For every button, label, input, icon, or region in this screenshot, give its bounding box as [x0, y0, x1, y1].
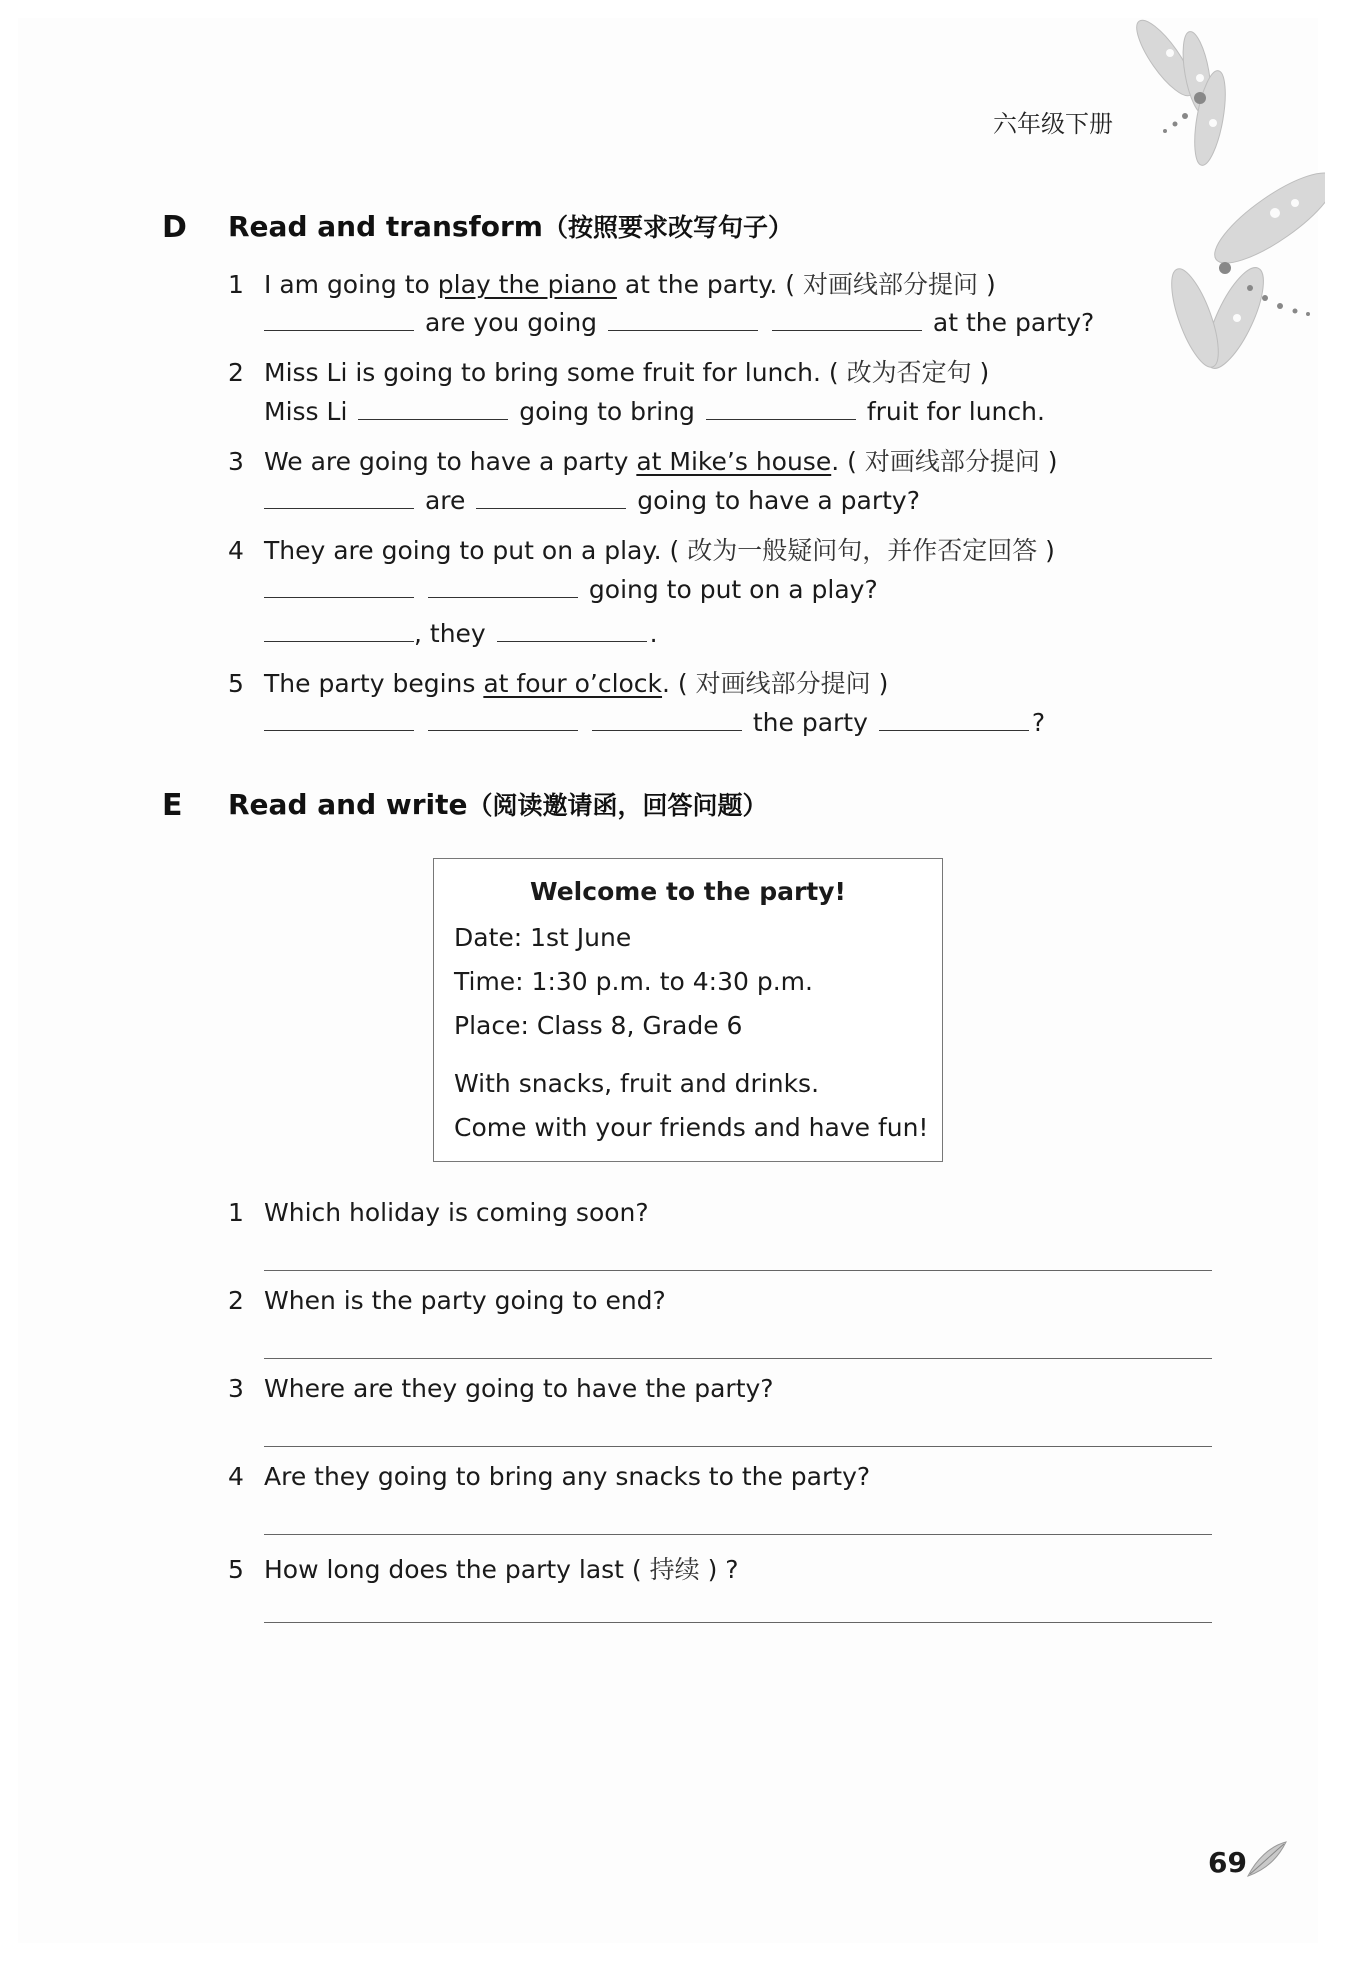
d-answer-5	[264, 708, 1045, 737]
sentence-text: )	[979, 358, 990, 387]
item-number: 5	[228, 1555, 244, 1584]
underlined-phrase: at Mike’s house	[636, 447, 832, 476]
e-question-1	[228, 1198, 649, 1227]
question-text: Are they going to bring any snacks to the party?	[264, 1462, 871, 1491]
invitation-place: Place: Class 8, Grade 6	[454, 1011, 743, 1040]
d-item-5	[228, 664, 888, 700]
underlined-phrase: at four o’clock	[483, 669, 663, 698]
answer-blank[interactable]	[706, 397, 856, 420]
answer-blank[interactable]	[428, 708, 578, 731]
d-item-4	[228, 531, 1055, 567]
answer-blank[interactable]	[879, 708, 1029, 731]
answer-text: are you going	[424, 308, 598, 337]
answer-text: .	[649, 619, 658, 648]
sentence-text: at the party. (	[616, 270, 796, 299]
instruction-note: 改为一般疑问句，并作否定回答	[679, 536, 1046, 565]
section-d-title	[228, 208, 793, 244]
e-question-5	[228, 1550, 739, 1586]
e-question-3	[228, 1374, 774, 1403]
page-number: 69	[1208, 1846, 1247, 1879]
leaf-icon	[1246, 1840, 1288, 1880]
answer-line[interactable]	[264, 1534, 1212, 1535]
answer-blank[interactable]	[264, 619, 414, 642]
book-label: 六年级下册	[993, 110, 1113, 138]
sentence-text: )	[1047, 447, 1058, 476]
answer-blank[interactable]	[592, 708, 742, 731]
answer-text: Miss Li	[264, 397, 348, 426]
answer-blank[interactable]	[772, 308, 922, 331]
answer-blank[interactable]	[358, 397, 508, 420]
section-d-letter: D	[162, 210, 187, 245]
answer-text: ?	[1031, 708, 1046, 737]
question-text: How long does the party last (	[264, 1555, 642, 1584]
d-answer-4a	[264, 575, 878, 604]
e-question-2	[228, 1286, 666, 1315]
sentence-text: Miss Li is going to bring some fruit for lunch. (	[264, 358, 839, 387]
answer-blank[interactable]	[428, 575, 578, 598]
item-number: 4	[228, 536, 244, 565]
d-item-2	[228, 353, 989, 389]
item-number: 1	[228, 1198, 244, 1227]
answer-text: going to bring	[519, 397, 695, 426]
invitation-line-1: With snacks, fruit and drinks.	[454, 1069, 820, 1098]
sentence-text: )	[878, 669, 889, 698]
sentence-text: . (	[662, 669, 688, 698]
item-number: 4	[228, 1462, 244, 1491]
answer-text: going to have a party?	[637, 486, 920, 515]
question-text: Where are they going to have the party?	[264, 1374, 774, 1403]
invitation-line-2: Come with your friends and have fun!	[454, 1113, 929, 1142]
invitation-date: Date: 1st June	[454, 923, 632, 952]
question-text: Which holiday is coming soon?	[264, 1198, 649, 1227]
answer-line[interactable]	[264, 1446, 1212, 1447]
sentence-text: I am going to	[264, 270, 438, 299]
d-answer-4b	[264, 619, 658, 648]
instruction-note: 持续	[641, 1555, 708, 1584]
answer-blank[interactable]	[264, 308, 414, 331]
instruction-note: 对画线部分提问	[856, 447, 1048, 476]
answer-blank[interactable]	[608, 308, 758, 331]
e-question-4	[228, 1462, 870, 1491]
sentence-text: The party begins	[264, 669, 484, 698]
party-invitation	[433, 858, 943, 1162]
question-text: When is the party going to end?	[264, 1286, 666, 1315]
section-d-title-cn: （按照要求改写句子）	[542, 213, 793, 242]
section-e-title-cn: （阅读邀请函，回答问题）	[467, 791, 768, 820]
sentence-text: . (	[831, 447, 857, 476]
item-number: 2	[228, 358, 244, 387]
sentence-text: )	[1045, 536, 1055, 565]
answer-text: fruit for lunch.	[866, 397, 1045, 426]
instruction-note: 对画线部分提问	[687, 669, 879, 698]
answer-line[interactable]	[264, 1358, 1212, 1359]
underlined-phrase: play the piano	[437, 270, 617, 299]
answer-text: are	[424, 486, 466, 515]
answer-text: going to put on a play?	[588, 575, 878, 604]
d-answer-2	[264, 397, 1045, 426]
answer-blank[interactable]	[497, 619, 647, 642]
answer-text: , they	[414, 619, 486, 648]
d-item-3	[228, 442, 1058, 478]
answer-blank[interactable]	[264, 575, 414, 598]
item-number: 3	[228, 447, 244, 476]
invitation-title: Welcome to the party!	[530, 877, 846, 906]
sentence-text: )	[985, 270, 996, 299]
answer-line[interactable]	[264, 1270, 1212, 1271]
d-item-1	[228, 265, 996, 301]
item-number: 3	[228, 1374, 244, 1403]
sentence-text: They are going to put on a play. (	[264, 536, 680, 565]
answer-text: the party	[752, 708, 868, 737]
answer-line[interactable]	[264, 1622, 1212, 1623]
item-number: 1	[228, 270, 244, 299]
invitation-time: Time: 1:30 p.m. to 4:30 p.m.	[454, 967, 813, 996]
section-e-title	[228, 786, 768, 822]
sentence-text: We are going to have a party	[264, 447, 637, 476]
answer-text: at the party?	[932, 308, 1095, 337]
section-e-title-en: Read and write	[228, 788, 468, 821]
section-e-letter: E	[162, 788, 183, 823]
answer-blank[interactable]	[264, 708, 414, 731]
d-answer-1	[264, 308, 1094, 337]
instruction-note: 对画线部分提问	[795, 270, 986, 299]
dragonfly-illustration	[1125, 18, 1325, 378]
answer-blank[interactable]	[476, 486, 626, 509]
section-d-title-en: Read and transform	[228, 210, 543, 243]
item-number: 5	[228, 669, 244, 698]
instruction-note: 改为否定句	[838, 358, 980, 387]
question-text: ) ?	[707, 1555, 739, 1584]
d-answer-3	[264, 486, 920, 515]
answer-blank[interactable]	[264, 486, 414, 509]
item-number: 2	[228, 1286, 244, 1315]
